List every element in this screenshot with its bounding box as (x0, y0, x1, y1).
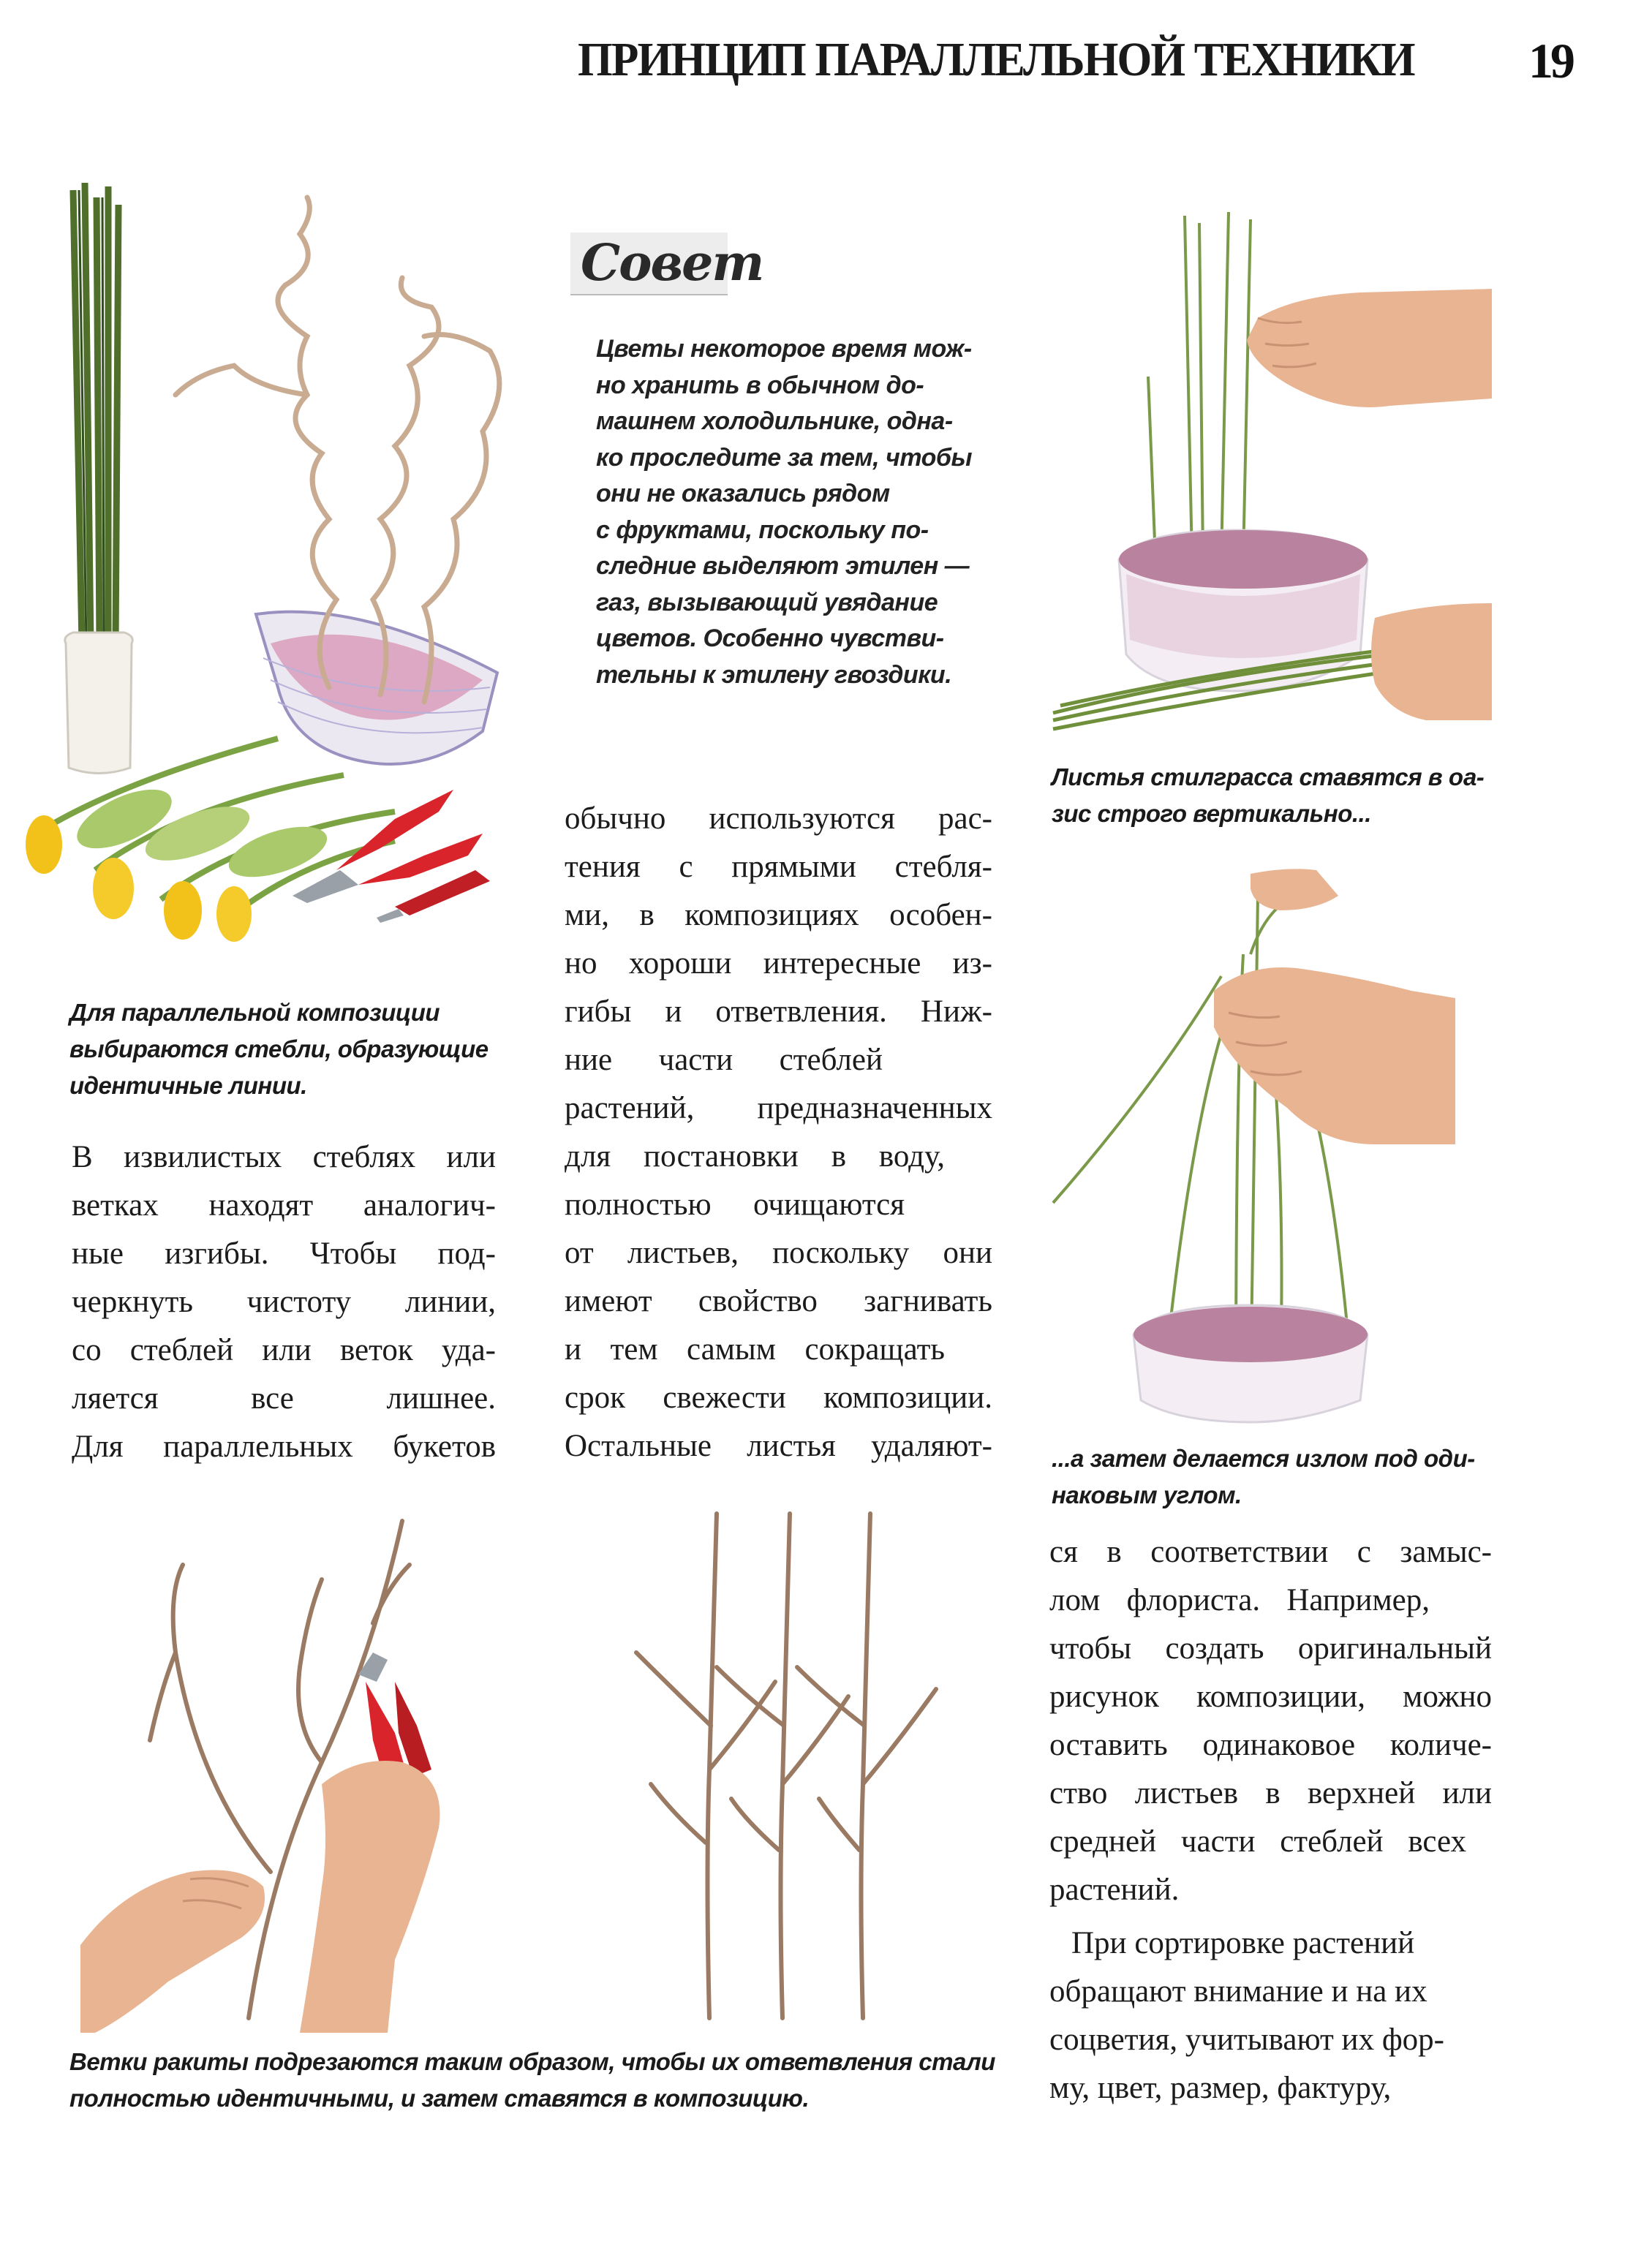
body-line: ние части стеблей (565, 1043, 883, 1077)
body-line: ся в соответствии с замыс- (1049, 1535, 1492, 1569)
body-line: для постановки в воду, (565, 1139, 945, 1174)
body-line: ство листьев в верхней или (1049, 1776, 1492, 1810)
tip-line: Цветы некоторое время мож- (596, 335, 972, 363)
tip-line: с фруктами, поскольку по- (596, 516, 929, 544)
tip-line: они не оказались рядом (596, 480, 890, 507)
photo-identical-branches (629, 1506, 951, 2033)
caption-line: Ветки ракиты подрезаются таким образом, чтобы их ответвления стали (69, 2048, 995, 2075)
caption-line: зис строго вертикально... (1052, 800, 1371, 827)
caption-steelgrass-bend (1052, 1440, 1475, 1514)
tip-line: газ, вызывающий увядание (596, 588, 938, 616)
photo-willow-pruning (80, 1506, 505, 2033)
body-line: гибы и ответвления. Ниж- (565, 994, 992, 1029)
body-line: лом флориста. Например, (1049, 1583, 1430, 1617)
body-line: средней части стеблей всех (1049, 1824, 1466, 1859)
tip-line: ко проследите за тем, чтобы (596, 443, 973, 472)
body-line: Для параллельных букетов (72, 1430, 496, 1464)
body-line: полностью очищаются (565, 1187, 905, 1222)
caption-line: Листья стилграсса ставятся в оа- (1052, 763, 1485, 790)
body-line: растений, предназначенных (565, 1091, 992, 1125)
body-line: ветках находят аналогич- (72, 1188, 496, 1223)
caption-line: Для параллельной композиции (69, 999, 440, 1026)
body-line: и тем самым сокращать (565, 1332, 945, 1367)
body-column-1 (72, 1133, 496, 1471)
tip-text (596, 331, 972, 693)
tip-line: но хранить в обычном до- (596, 371, 924, 399)
page-number: 19 (1528, 33, 1572, 88)
caption-line: идентичные линии. (69, 1072, 307, 1099)
body-line: ные изгибы. Чтобы под- (72, 1236, 496, 1271)
body-line: растений. (1049, 1873, 1180, 1907)
tip-line: тельны к этилену гвоздики. (596, 660, 952, 689)
body-line: ми, в композициях особен- (565, 898, 992, 932)
tip-line: следние выделяют этилен — (596, 552, 970, 580)
body-line: тения с прямыми стебля- (565, 850, 992, 884)
body-line: чтобы создать оригинальный (1049, 1631, 1492, 1666)
tip-badge (570, 233, 763, 295)
photo-steelgrass-bending (1046, 866, 1485, 1422)
body-line: но хороши интересные из- (565, 946, 992, 981)
caption-line: полностью идентичными, и затем ставятся в композицию. (69, 2085, 810, 2112)
body-line: соцветия, учитывают их фор- (1049, 2023, 1444, 2057)
body-line: от листьев, поскольку они (565, 1236, 992, 1270)
body-line: Остальные листья удаляют- (565, 1429, 992, 1463)
caption-line: ...а затем делается излом под оди- (1052, 1445, 1475, 1472)
body-line: оставить одинаковое количе- (1049, 1728, 1492, 1762)
photo-parallel-materials (15, 175, 527, 936)
body-line: обращают внимание и на их (1049, 1974, 1427, 2009)
body-line: В извилистых стеблях или (72, 1140, 496, 1174)
body-line: срок свежести композиции. (565, 1381, 992, 1415)
page-header-title: ПРИНЦИП ПАРАЛЛЕЛЬНОЙ ТЕХНИКИ (578, 33, 1414, 86)
photo-steelgrass-placing (1046, 208, 1499, 735)
tip-line: цветов. Особенно чувстви- (596, 624, 944, 652)
body-line: При сортировке растений (1071, 1926, 1415, 1960)
body-line: рисунок композиции, можно (1049, 1680, 1492, 1714)
caption-willow-branches (69, 2044, 995, 2117)
caption-line: выбираются стебли, образующие (69, 1035, 489, 1062)
caption-parallel-composition (69, 994, 489, 1104)
body-line: имеют свойство загнивать (565, 1284, 992, 1318)
caption-line: наковым углом. (1052, 1481, 1242, 1508)
body-column-3 (1049, 1528, 1492, 1914)
body-column-3-paragraph-2 (1049, 1919, 1492, 2112)
caption-steelgrass-vertical (1052, 759, 1484, 832)
body-line: му, цвет, размер, фактуру, (1049, 2071, 1392, 2105)
body-line: обычно используются рас- (565, 801, 992, 836)
tip-badge-label: Совет (581, 234, 763, 292)
body-column-2 (565, 795, 992, 1470)
body-line: ляется все лишнее. (72, 1381, 496, 1416)
tip-line: машнем холодильнике, одна- (596, 407, 953, 435)
body-line: со стеблей или веток уда- (72, 1333, 496, 1367)
body-line: черкнуть чистоту линии, (72, 1285, 496, 1319)
